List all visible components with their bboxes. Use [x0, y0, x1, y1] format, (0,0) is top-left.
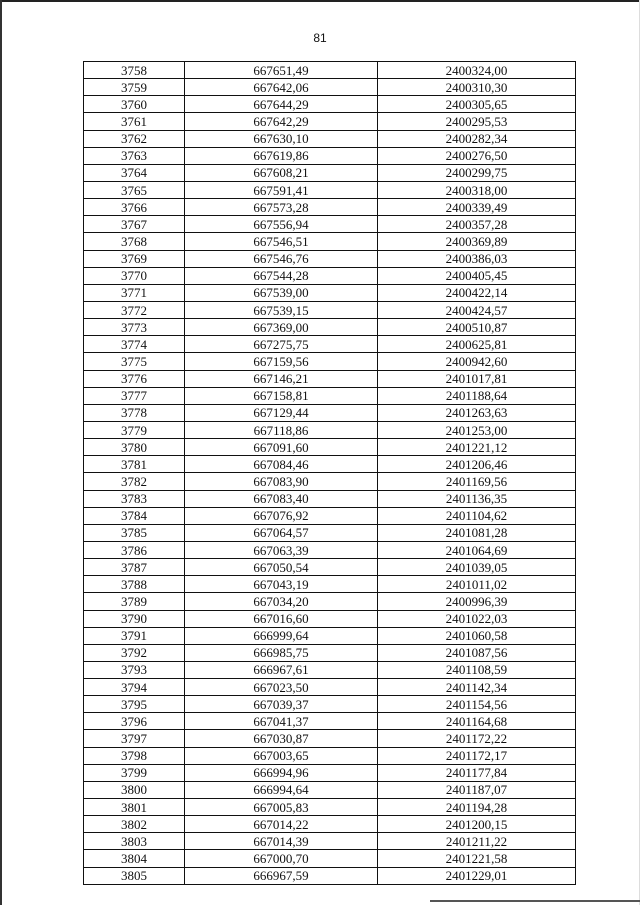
- point-number-cell: 3803: [84, 833, 185, 850]
- table-row: [84, 559, 576, 576]
- x-coordinate-cell: 667539,00: [185, 284, 378, 301]
- x-coordinate-cell: 667651,49: [185, 62, 378, 79]
- y-coordinate-cell: 2400386,03: [378, 250, 576, 267]
- x-coordinate-cell: 667644,29: [185, 96, 378, 113]
- point-number-cell: 3764: [84, 164, 185, 181]
- table-row: [84, 456, 576, 473]
- y-coordinate-cell: 2401263,63: [378, 404, 576, 421]
- y-coordinate-cell: 2401108,59: [378, 661, 576, 678]
- y-coordinate-cell: 2401142,34: [378, 679, 576, 696]
- y-coordinate-cell: 2401039,05: [378, 559, 576, 576]
- point-number-cell: 3793: [84, 661, 185, 678]
- x-coordinate-cell: 667146,21: [185, 370, 378, 387]
- point-number-cell: 3761: [84, 113, 185, 130]
- point-number-cell: 3797: [84, 730, 185, 747]
- x-coordinate-cell: 667591,41: [185, 181, 378, 198]
- y-coordinate-cell: 2400424,57: [378, 301, 576, 318]
- y-coordinate-cell: 2400942,60: [378, 353, 576, 370]
- table-row: [84, 250, 576, 267]
- x-coordinate-cell: 667118,86: [185, 421, 378, 438]
- point-number-cell: 3776: [84, 370, 185, 387]
- x-coordinate-cell: 667030,87: [185, 730, 378, 747]
- table-row: [84, 164, 576, 181]
- x-coordinate-cell: 667275,75: [185, 336, 378, 353]
- table-row: [84, 764, 576, 781]
- table-row: [84, 593, 576, 610]
- point-number-cell: 3770: [84, 267, 185, 284]
- page-number: 81: [313, 31, 327, 45]
- table-row: [84, 867, 576, 884]
- table-row: [84, 421, 576, 438]
- x-coordinate-cell: 667000,70: [185, 850, 378, 867]
- point-number-cell: 3796: [84, 713, 185, 730]
- point-number-cell: 3804: [84, 850, 185, 867]
- table-row: [84, 130, 576, 147]
- table-row: [84, 833, 576, 850]
- y-coordinate-cell: 2400339,49: [378, 199, 576, 216]
- y-coordinate-cell: 2401064,69: [378, 541, 576, 558]
- x-coordinate-cell: 667083,40: [185, 490, 378, 507]
- x-coordinate-cell: 667043,19: [185, 576, 378, 593]
- table-row: [84, 319, 576, 336]
- x-coordinate-cell: 666994,64: [185, 781, 378, 798]
- point-number-cell: 3805: [84, 867, 185, 884]
- point-number-cell: 3767: [84, 216, 185, 233]
- x-coordinate-cell: 667063,39: [185, 541, 378, 558]
- x-coordinate-cell: 667546,76: [185, 250, 378, 267]
- point-number-cell: 3795: [84, 696, 185, 713]
- point-number-cell: 3786: [84, 541, 185, 558]
- point-number-cell: 3787: [84, 559, 185, 576]
- table-row: [84, 284, 576, 301]
- point-number-cell: 3785: [84, 524, 185, 541]
- point-number-cell: 3758: [84, 62, 185, 79]
- y-coordinate-cell: 2400310,30: [378, 79, 576, 96]
- x-coordinate-cell: 667014,39: [185, 833, 378, 850]
- x-coordinate-cell: 667083,90: [185, 473, 378, 490]
- y-coordinate-cell: 2400357,28: [378, 216, 576, 233]
- x-coordinate-cell: 667034,20: [185, 593, 378, 610]
- point-number-cell: 3769: [84, 250, 185, 267]
- point-number-cell: 3766: [84, 199, 185, 216]
- table-row: [84, 627, 576, 644]
- table-row: [84, 679, 576, 696]
- x-coordinate-cell: 667076,92: [185, 507, 378, 524]
- y-coordinate-cell: 2400305,65: [378, 96, 576, 113]
- x-coordinate-cell: 667003,65: [185, 747, 378, 764]
- y-coordinate-cell: 2401017,81: [378, 370, 576, 387]
- x-coordinate-cell: 667544,28: [185, 267, 378, 284]
- y-coordinate-cell: 2401022,03: [378, 610, 576, 627]
- y-coordinate-cell: 2400996,39: [378, 593, 576, 610]
- y-coordinate-cell: 2400369,89: [378, 233, 576, 250]
- point-number-cell: 3794: [84, 679, 185, 696]
- y-coordinate-cell: 2400422,14: [378, 284, 576, 301]
- point-number-cell: 3789: [84, 593, 185, 610]
- x-coordinate-cell: 667084,46: [185, 456, 378, 473]
- table-row: [84, 113, 576, 130]
- point-number-cell: 3762: [84, 130, 185, 147]
- point-number-cell: 3773: [84, 319, 185, 336]
- point-number-cell: 3777: [84, 387, 185, 404]
- table-row: [84, 370, 576, 387]
- coordinates-table: [83, 61, 576, 885]
- table-row: [84, 730, 576, 747]
- table-row: [84, 713, 576, 730]
- table-row: [84, 576, 576, 593]
- x-coordinate-cell: 667039,37: [185, 696, 378, 713]
- y-coordinate-cell: 2401060,58: [378, 627, 576, 644]
- x-coordinate-cell: 666999,64: [185, 627, 378, 644]
- point-number-cell: 3779: [84, 421, 185, 438]
- x-coordinate-cell: 667546,51: [185, 233, 378, 250]
- y-coordinate-cell: 2400405,45: [378, 267, 576, 284]
- y-coordinate-cell: 2401194,28: [378, 799, 576, 816]
- x-coordinate-cell: 667619,86: [185, 147, 378, 164]
- point-number-cell: 3772: [84, 301, 185, 318]
- table-row: [84, 147, 576, 164]
- table-row: [84, 541, 576, 558]
- y-coordinate-cell: 2401154,56: [378, 696, 576, 713]
- point-number-cell: 3800: [84, 781, 185, 798]
- table-row: [84, 473, 576, 490]
- x-coordinate-cell: 667129,44: [185, 404, 378, 421]
- y-coordinate-cell: 2401187,07: [378, 781, 576, 798]
- x-coordinate-cell: 666967,59: [185, 867, 378, 884]
- y-coordinate-cell: 2401136,35: [378, 490, 576, 507]
- table-row: [84, 96, 576, 113]
- x-coordinate-cell: 667573,28: [185, 199, 378, 216]
- table-row: [84, 387, 576, 404]
- table-row: [84, 610, 576, 627]
- table-row: [84, 524, 576, 541]
- y-coordinate-cell: 2401172,17: [378, 747, 576, 764]
- y-coordinate-cell: 2400282,34: [378, 130, 576, 147]
- table-row: [84, 353, 576, 370]
- x-coordinate-cell: 666985,75: [185, 644, 378, 661]
- y-coordinate-cell: 2401188,64: [378, 387, 576, 404]
- point-number-cell: 3791: [84, 627, 185, 644]
- table-row: [84, 216, 576, 233]
- table-row: [84, 644, 576, 661]
- table-row: [84, 816, 576, 833]
- y-coordinate-cell: 2401253,00: [378, 421, 576, 438]
- point-number-cell: 3802: [84, 816, 185, 833]
- x-coordinate-cell: 667005,83: [185, 799, 378, 816]
- point-number-cell: 3768: [84, 233, 185, 250]
- point-number-cell: 3782: [84, 473, 185, 490]
- table-row: [84, 79, 576, 96]
- y-coordinate-cell: 2401081,28: [378, 524, 576, 541]
- scan-border-top: [0, 0, 640, 2]
- x-coordinate-cell: 667608,21: [185, 164, 378, 181]
- y-coordinate-cell: 2400510,87: [378, 319, 576, 336]
- table-row: [84, 781, 576, 798]
- table-row: [84, 233, 576, 250]
- x-coordinate-cell: 667642,06: [185, 79, 378, 96]
- table-row: [84, 301, 576, 318]
- y-coordinate-cell: 2400324,00: [378, 62, 576, 79]
- y-coordinate-cell: 2401169,56: [378, 473, 576, 490]
- table-row: [84, 507, 576, 524]
- x-coordinate-cell: 667014,22: [185, 816, 378, 833]
- point-number-cell: 3790: [84, 610, 185, 627]
- point-number-cell: 3765: [84, 181, 185, 198]
- table-row: [84, 267, 576, 284]
- point-number-cell: 3763: [84, 147, 185, 164]
- point-number-cell: 3801: [84, 799, 185, 816]
- point-number-cell: 3798: [84, 747, 185, 764]
- point-number-cell: 3778: [84, 404, 185, 421]
- point-number-cell: 3774: [84, 336, 185, 353]
- y-coordinate-cell: 2400318,00: [378, 181, 576, 198]
- x-coordinate-cell: 667539,15: [185, 301, 378, 318]
- y-coordinate-cell: 2400625,81: [378, 336, 576, 353]
- y-coordinate-cell: 2401221,12: [378, 439, 576, 456]
- x-coordinate-cell: 666994,96: [185, 764, 378, 781]
- y-coordinate-cell: 2401211,22: [378, 833, 576, 850]
- point-number-cell: 3784: [84, 507, 185, 524]
- point-number-cell: 3783: [84, 490, 185, 507]
- point-number-cell: 3788: [84, 576, 185, 593]
- scan-border-left: [0, 0, 2, 905]
- table-row: [84, 199, 576, 216]
- y-coordinate-cell: 2400276,50: [378, 147, 576, 164]
- table-row: [84, 850, 576, 867]
- x-coordinate-cell: 667016,60: [185, 610, 378, 627]
- point-number-cell: 3760: [84, 96, 185, 113]
- y-coordinate-cell: 2401200,15: [378, 816, 576, 833]
- table-row: [84, 181, 576, 198]
- point-number-cell: 3759: [84, 79, 185, 96]
- point-number-cell: 3771: [84, 284, 185, 301]
- table-row: [84, 490, 576, 507]
- table-row: [84, 62, 576, 79]
- x-coordinate-cell: 667064,57: [185, 524, 378, 541]
- x-coordinate-cell: 667158,81: [185, 387, 378, 404]
- point-number-cell: 3799: [84, 764, 185, 781]
- x-coordinate-cell: 667369,00: [185, 319, 378, 336]
- y-coordinate-cell: 2401104,62: [378, 507, 576, 524]
- point-number-cell: 3775: [84, 353, 185, 370]
- y-coordinate-cell: 2401221,58: [378, 850, 576, 867]
- point-number-cell: 3781: [84, 456, 185, 473]
- y-coordinate-cell: 2401172,22: [378, 730, 576, 747]
- y-coordinate-cell: 2401164,68: [378, 713, 576, 730]
- x-coordinate-cell: 667091,60: [185, 439, 378, 456]
- x-coordinate-cell: 667050,54: [185, 559, 378, 576]
- table-row: [84, 747, 576, 764]
- y-coordinate-cell: 2401177,84: [378, 764, 576, 781]
- x-coordinate-cell: 667159,56: [185, 353, 378, 370]
- y-coordinate-cell: 2400295,53: [378, 113, 576, 130]
- coordinates-table-body: [84, 62, 576, 885]
- table-row: [84, 404, 576, 421]
- point-number-cell: 3792: [84, 644, 185, 661]
- table-row: [84, 336, 576, 353]
- y-coordinate-cell: 2400299,75: [378, 164, 576, 181]
- y-coordinate-cell: 2401206,46: [378, 456, 576, 473]
- y-coordinate-cell: 2401087,56: [378, 644, 576, 661]
- y-coordinate-cell: 2401011,02: [378, 576, 576, 593]
- x-coordinate-cell: 667023,50: [185, 679, 378, 696]
- y-coordinate-cell: 2401229,01: [378, 867, 576, 884]
- x-coordinate-cell: 667630,10: [185, 130, 378, 147]
- table-row: [84, 696, 576, 713]
- table-row: [84, 661, 576, 678]
- x-coordinate-cell: 667556,94: [185, 216, 378, 233]
- scan-border-bottom: [430, 900, 640, 902]
- x-coordinate-cell: 667642,29: [185, 113, 378, 130]
- x-coordinate-cell: 667041,37: [185, 713, 378, 730]
- point-number-cell: 3780: [84, 439, 185, 456]
- table-row: [84, 799, 576, 816]
- x-coordinate-cell: 666967,61: [185, 661, 378, 678]
- table-row: [84, 439, 576, 456]
